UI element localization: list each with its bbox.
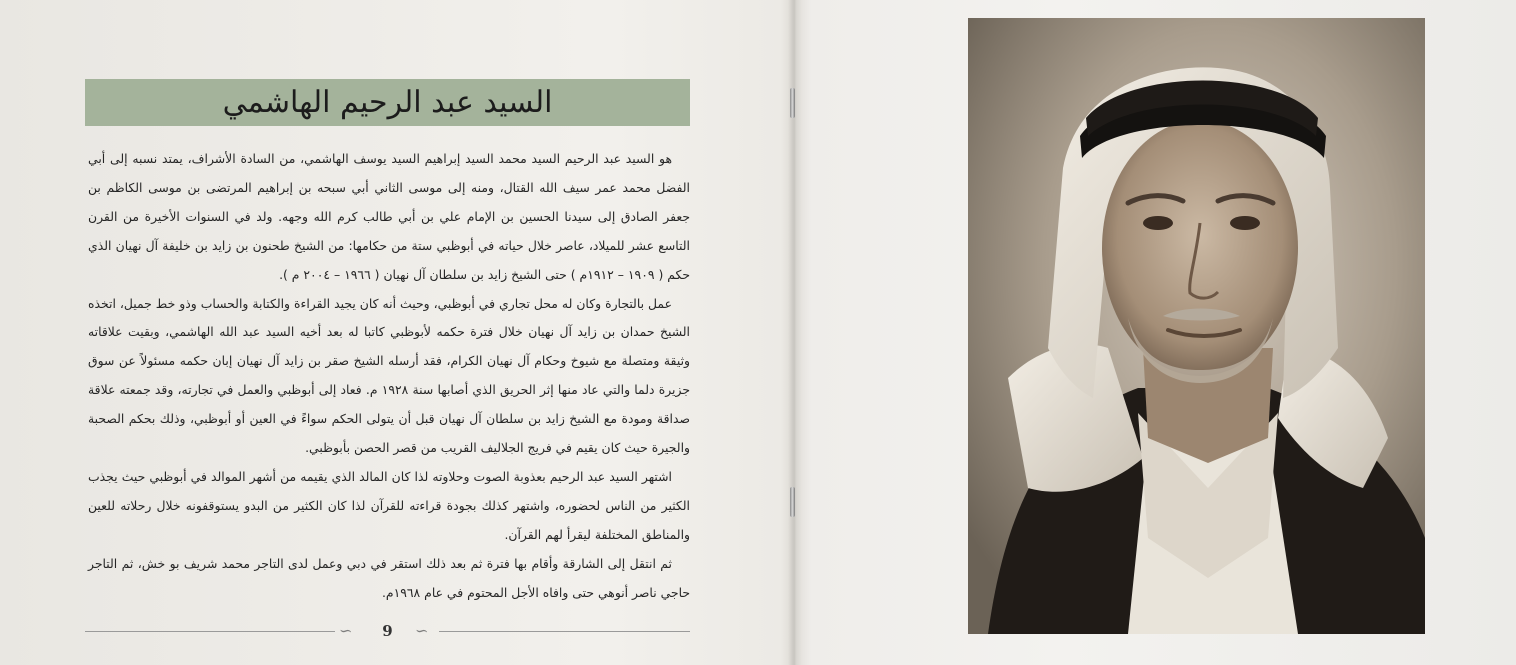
paragraph-voice: اشتهر السيد عبد الرحيم بعذوبة الصوت وحلاوته لذا كان المالد الذي يقيمه من أشهر الموالد في أبوظبي حيث يجذب الكثير من الناس لحضوره، واشتهر كذلك بجودة قراءته للقرآن لذا كان الكثير من البدو يستوقفونه خلال رحلاته للعين والمناطق المختلفة ليقرأ لهم القرآن. — [88, 468, 690, 542]
paragraph-career: عمل بالتجارة وكان له محل تجاري في أبوظبي، وحيث أنه كان يجيد القراءة والكتابة والحساب وذو خط جميل، اتخذه الشيخ حمدان بن زايد آل نهيان خلال فترة حكمه لأبوظبي كاتبا له بعد أخيه السيد عبد الله الهاشمي، وبقيت علاقاته وثيقة ومتصلة مع شيوخ وحكام آل نهيان الكرام، فقد أرسله الشيخ صقر بن زايد آل نهيان إبان حكمه مسئولاً عن سوق جزيرة دلما والتي عاد منها إثر الحريق الذي أصابها سنة ١٩٢٨ م. فعاد إلى أبوظبي والعمل في تجارته، وقد جمعته علاقة صداقة ومودة مع الشيخ زايد بن سلطان آل نهيان قبل أن يتولى الحكم سواءً في العين أو أبوظبي، وذلك بحكم الصحبة والجيرة حيث كان يقيم في فريج الجلاليف القريب من قصر الحصن بأبوظبي. — [88, 295, 690, 456]
portrait-photo — [968, 18, 1425, 634]
paragraph-lineage: هو السيد عبد الرحيم السيد محمد السيد إبراهيم السيد يوسف الهاشمي، من السادة الأشراف، يمتد نسبه إلى أبي الفضل محمد عمر سيف الله القتال، ومنه إلى موسى الثاني أبي سبحه بن إبراهيم المرتضى بن موسى الكاظم بن جعفر الصادق إلى سيدنا الحسين بن الإمام علي بن أبي طالب كرم الله وجهه. ولد في السنوات الأخيرة من القرن التاسع عشر للميلاد، عاصر خلال حياته في أبوظبي ستة من حكامها: من الشيخ طحنون بن زايد بن خليفة آل نهيان الذي حكم ( ١٩٠٩ – ١٩١٢م ) حتى الشيخ زايد بن سلطان آل نهيان ( ١٩٦٦ – ٢٠٠٤ م ). — [88, 151, 690, 282]
page-title: السيد عبد الرحيم الهاشمي — [222, 85, 553, 120]
title-band — [85, 79, 690, 126]
page-number: 9 — [382, 622, 393, 640]
biography-text — [88, 145, 690, 608]
footer-rule-right — [439, 631, 690, 632]
staple-icon — [790, 487, 795, 517]
paragraph-later-life: ثم انتقل إلى الشارقة وأقام بها فترة ثم بعد ذلك استقر في دبي وعمل لدى التاجر محمد شريف بو خش، ثم التاجر حاجي ناصر أنوهي حتى وافاه الأجل المحتوم في عام ١٩٦٨م. — [88, 555, 690, 600]
staple-icon — [790, 88, 795, 118]
ornament-left-icon: ∽ — [339, 621, 353, 640]
portrait-illustration — [968, 18, 1425, 634]
page-footer — [85, 620, 690, 644]
ornament-right-icon: ∽ — [415, 621, 429, 640]
